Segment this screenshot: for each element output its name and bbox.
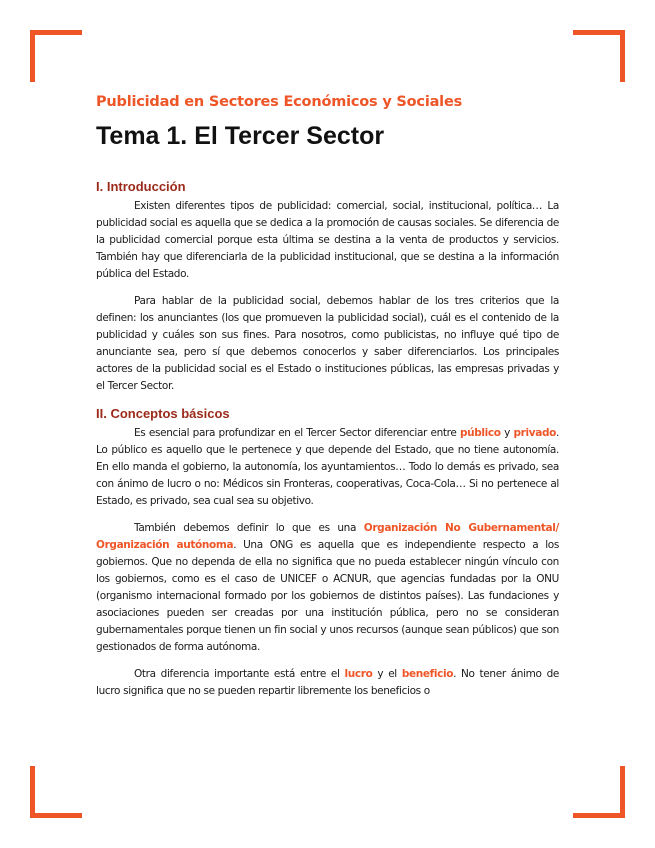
paragraph-conceptos-2 xyxy=(96,520,559,656)
corner-bracket-bottom-right-h xyxy=(573,813,625,818)
corner-bracket-top-right-h xyxy=(573,30,625,35)
section-heading-conceptos: II. Conceptos básicos xyxy=(96,406,230,421)
text-run: y xyxy=(500,427,514,439)
document-content xyxy=(96,92,559,700)
paragraph-conceptos-3 xyxy=(96,666,559,700)
paragraph-conceptos-1 xyxy=(96,425,559,510)
text-run: También debemos definir lo que es una xyxy=(134,522,364,534)
corner-bracket-top-left-v xyxy=(30,30,35,82)
highlight-ong: Organización No Gubernamental/ Organización autónoma xyxy=(96,522,559,551)
corner-bracket-top-left-h xyxy=(30,30,82,35)
highlight-lucro: lucro xyxy=(344,668,373,680)
highlight-privado: privado xyxy=(513,427,556,439)
corner-bracket-top-right-v xyxy=(620,30,625,82)
section-heading-introduccion: I. Introducción xyxy=(96,179,186,194)
page-title: Tema 1. El Tercer Sector xyxy=(96,122,385,150)
corner-bracket-bottom-left-v xyxy=(30,766,35,818)
paragraph-intro-1: Existen diferentes tipos de publicidad: comercial, social, institucional, política… La publicidad social es aquella que se dedica a la promoción de causas sociales. Se diferencia de la publicidad comercial porque esta última se destina a la venta de productos y servicios. También hay que diferenciarla de la publicidad institucional, que se destina a la información pública del Estado. xyxy=(96,200,559,280)
text-run: . No tener ánimo de lucro significa que no se pueden repartir libremente los beneficios o xyxy=(96,668,559,697)
paragraph-intro-2: Para hablar de la publicidad social, debemos hablar de los tres criterios que la definen: los anunciantes (los que promueven la publicidad social), cuál es el contenido de la publicidad y cuáles son sus fines. Para nosotros, como publicistas, no influye qué tipo de anunciante sea, pero sí que debemos conocerlos y saber diferenciarlos. Los principales actores de la publicidad social es el Estado o instituciones públicas, las empresas privadas y el Tercer Sector. xyxy=(96,295,559,392)
text-run: Otra diferencia importante está entre el xyxy=(134,668,345,680)
corner-bracket-bottom-right-v xyxy=(620,766,625,818)
text-run: y el xyxy=(372,668,402,680)
text-run: . Lo público es aquello que le pertenece y que depende del Estado, que no tiene autonomía. En ello manda el gobierno, la autonomía, los ayuntamientos… Todo lo demás es privado, sea con ánimo de lucro o no: Médicos sin Fronteras, cooperativas, Coca-Cola… Si no pertenece al Estado, es privado, sea cual sea su objetivo. xyxy=(96,427,559,507)
text-run: Es esencial para profundizar en el Tercer Sector diferenciar entre xyxy=(134,427,460,439)
highlight-publico: público xyxy=(459,427,501,439)
corner-bracket-bottom-left-h xyxy=(30,813,82,818)
text-run: . Una ONG es aquella que es independiente respecto a los gobiernos. Que no dependa de ella no significa que no pueda establecer ningún vínculo con los gobiernos, como es el caso de UNICEF o ACNUR, que agencias fundadas por la ONU (organismo internacional formado por los gobiernos de distintos países). Las fundaciones y asociaciones pueden ser creadas por una institución pública, pero no se consideran gubernamentales porque tienen un fin social y unos recursos (aunque sean públicos) que son gestionados de forma autónoma. xyxy=(96,539,559,653)
course-title: Publicidad en Sectores Económicos y Sociales xyxy=(96,94,463,110)
highlight-beneficio: beneficio xyxy=(401,668,454,680)
